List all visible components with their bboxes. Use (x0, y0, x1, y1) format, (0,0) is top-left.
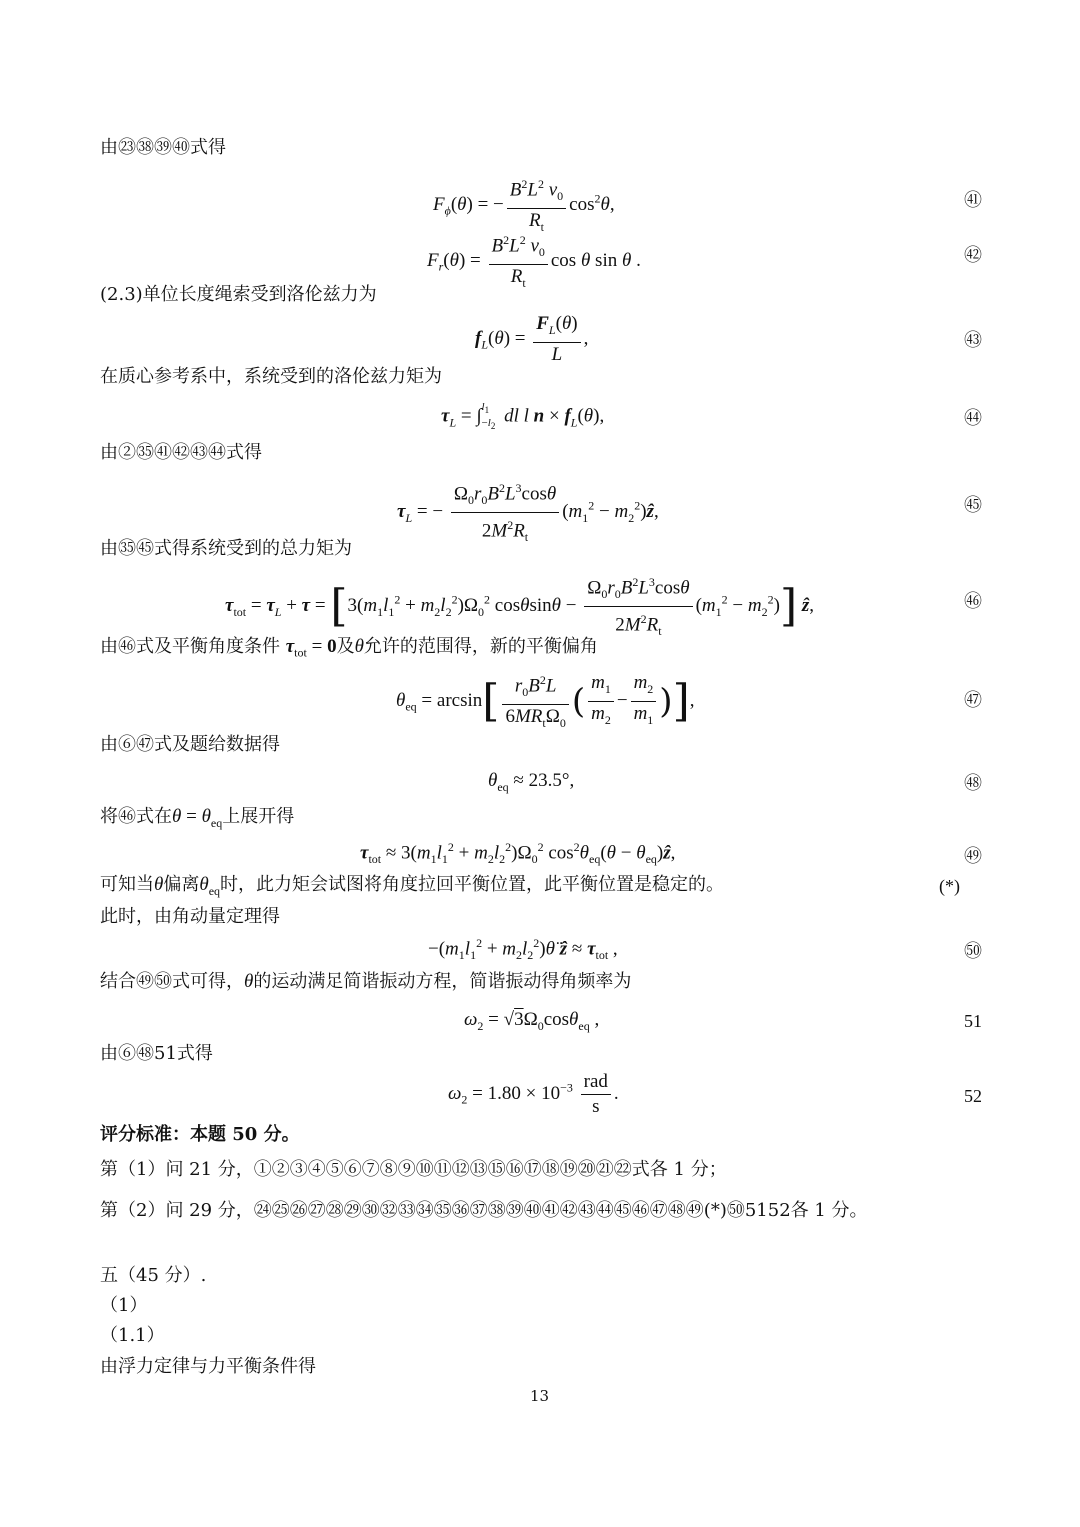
text-line: (2.3)单位长度绳索受到洛伦兹力为 (100, 284, 377, 305)
text-fragment: 上展开得 (222, 806, 295, 827)
text-line: 由㉟㊺式得系统受到的总力矩为 (100, 538, 352, 559)
text-line: 结合㊾㊿式可得，θ的运动满足简谐振动方程，简谐振动得角频率为 (100, 971, 632, 992)
equation-48: $\theta_{eq} \approx 23.5^\circ$, (488, 770, 575, 794)
subsection-heading: （1.1） (100, 1325, 165, 1346)
eq-number-42: ㊷ (964, 245, 982, 265)
text-line: 由⑥㊽51式得 (100, 1043, 213, 1064)
grading-line-1: 第（1）问 21 分，①②③④⑤⑥⑦⑧⑨⑩⑪⑫⑬⑮⑯⑰⑱⑲⑳㉑㉒式各 1 分； (100, 1159, 727, 1180)
eq52-value: = 1.80 × 10 (472, 1082, 561, 1104)
text-line: 由㉓㊳㊴㊵式得 (100, 137, 226, 158)
text-fragment: 及 (336, 636, 355, 657)
eq-number-51: 51 (964, 1011, 982, 1031)
text-fragment: 将㊻式在 (100, 806, 172, 827)
equation-51: $\omega_2 = √3\Omega_0\cos\theta_{eq}$ , (464, 1009, 600, 1033)
text-line: 由⑥㊼式及题给数据得 (100, 734, 280, 755)
text-fragment: 允许的范围得，新的平衡偏角 (363, 636, 598, 657)
text-line: 由浮力定律与力平衡条件得 (100, 1356, 316, 1377)
subsection-heading: （1） (100, 1295, 148, 1316)
equation-41: $F_\phi(\theta)$ = − $\frac{B^2L^2 v_0}{R_t}$ $\cos^2\theta$, (433, 172, 615, 239)
eq-number-46: ㊻ (964, 591, 982, 611)
equation-44: $\tau_L = \int l_1$ $-l_2$ dl l $n \times f_L(\theta)$, (441, 401, 605, 432)
eq52-unit-num: rad (581, 1070, 611, 1095)
text-line: 将㊻式在$\theta = \theta_{eq}$上展开得 (100, 806, 295, 830)
eq-number-43: ㊸ (964, 330, 982, 350)
text-fragment: 结合㊾㊿式可得， (100, 971, 244, 992)
eq-number-47: ㊼ (964, 690, 982, 710)
text-fragment: 可知当 (100, 874, 154, 895)
text-line: 由㊻式及平衡角度条件 $\tau_{tot} = 0$及θ允许的范围得，新的平衡偏角 (100, 636, 598, 660)
eq-number-41: ㊶ (964, 190, 982, 210)
equation-42: $F_r(\theta)$ = $\frac{B^2L^2 v_0}{R_t}$ cos θ sin θ . (427, 228, 641, 295)
equation-45: $\tau_L$ = − $\frac{\Omega_0r_0B^2L^3\cos\theta}{2M^2R_t}$ ($m_1^2$ − $m_2^2)ẑ$, (397, 476, 659, 549)
eq-number-52: 52 (964, 1086, 982, 1106)
grading-line-2: 第（2）问 29 分，㉔㉕㉖㉗㉘㉙㉚㉜㉝㉞㉟㊱㊲㊳㊴㊵㊶㊷㊸㊹㊺㊻㊼㊽㊾(*)㊿5152各 1 分。 (100, 1200, 868, 1221)
grading-title: 评分标准：本题 50 分。 (100, 1124, 300, 1145)
eq52-unit-den: s (592, 1096, 600, 1117)
text-line: 此时，由角动量定理得 (100, 906, 280, 927)
eq52-exp: −3 (560, 1080, 573, 1095)
equation-50: $-(m_1l_1^2$ + $m_2l_2^2)\thetä$ ẑ ≈ $\tau_{tot}$ , (428, 936, 618, 963)
section-heading: 五（45 分）. (100, 1265, 207, 1286)
text-fragment: 由㊻式及平衡角度条件 (100, 636, 286, 657)
text-fragment: 时，此力矩会试图将角度拉回平衡位置，此平衡位置是稳定的。 (220, 874, 725, 895)
equation-47: $\theta_{eq} = \arcsin$[ $\frac{r_0B^2L}{6MR_t\Omega_0}$ ( $\frac{m_1}{m_2}$ − $\frac{m_2}{m_1}$ )], (396, 668, 694, 735)
eq-number-48: ㊽ (964, 773, 982, 793)
equation-43: $f_L(\theta)$ = $\frac{F_L(\theta)}{L}$ , (475, 313, 589, 365)
equation-49: $\tau_{tot} \approx 3(m_1l_1^2 + m_2l_2^2)\Omega_0^2$ $\cos^2\theta_{eq}(\theta$ − $\theta_{eq})ẑ$, (360, 840, 676, 867)
eq48-value: ≈ 23.5°, (513, 770, 575, 791)
eq-number-44: ㊹ (964, 408, 982, 428)
page-number: 13 (530, 1387, 550, 1405)
text-line: 在质心参考系中，系统受到的洛伦兹力矩为 (100, 366, 442, 387)
text-line: 可知当θ偏离$\theta_{eq}$时，此力矩会试图将角度拉回平衡位置，此平衡位置是稳定的。 (100, 874, 725, 898)
text-line: 由②㉟㊶㊷㊸㊹式得 (100, 442, 262, 463)
text-fragment: 偏离 (163, 874, 200, 895)
equation-46: $\tau_{tot} = \tau_L + \tau = [3(m_1l_1^2 + m_2l_2^2)\Omega_0^2$ cosθsinθ − $\frac{\Omega_0r_0B^2L^3\cos\theta}{2M^2R_t}$ $(m_1^2 - m_2^2)$] ẑ, (225, 570, 814, 643)
text-fragment: 的运动满足简谐振动方程，简谐振动得角频率为 (253, 971, 632, 992)
eq-number-45: ㊺ (964, 495, 982, 515)
eq-number-49: ㊾ (964, 846, 982, 866)
eq-number-50: ㊿ (964, 941, 982, 961)
equation-52: $\omega_2 = 1.80 \times 10^{-3}$ $\frac{\text{rad}}{s}$ . (448, 1071, 619, 1117)
eq-number-star: (*) (939, 876, 960, 896)
